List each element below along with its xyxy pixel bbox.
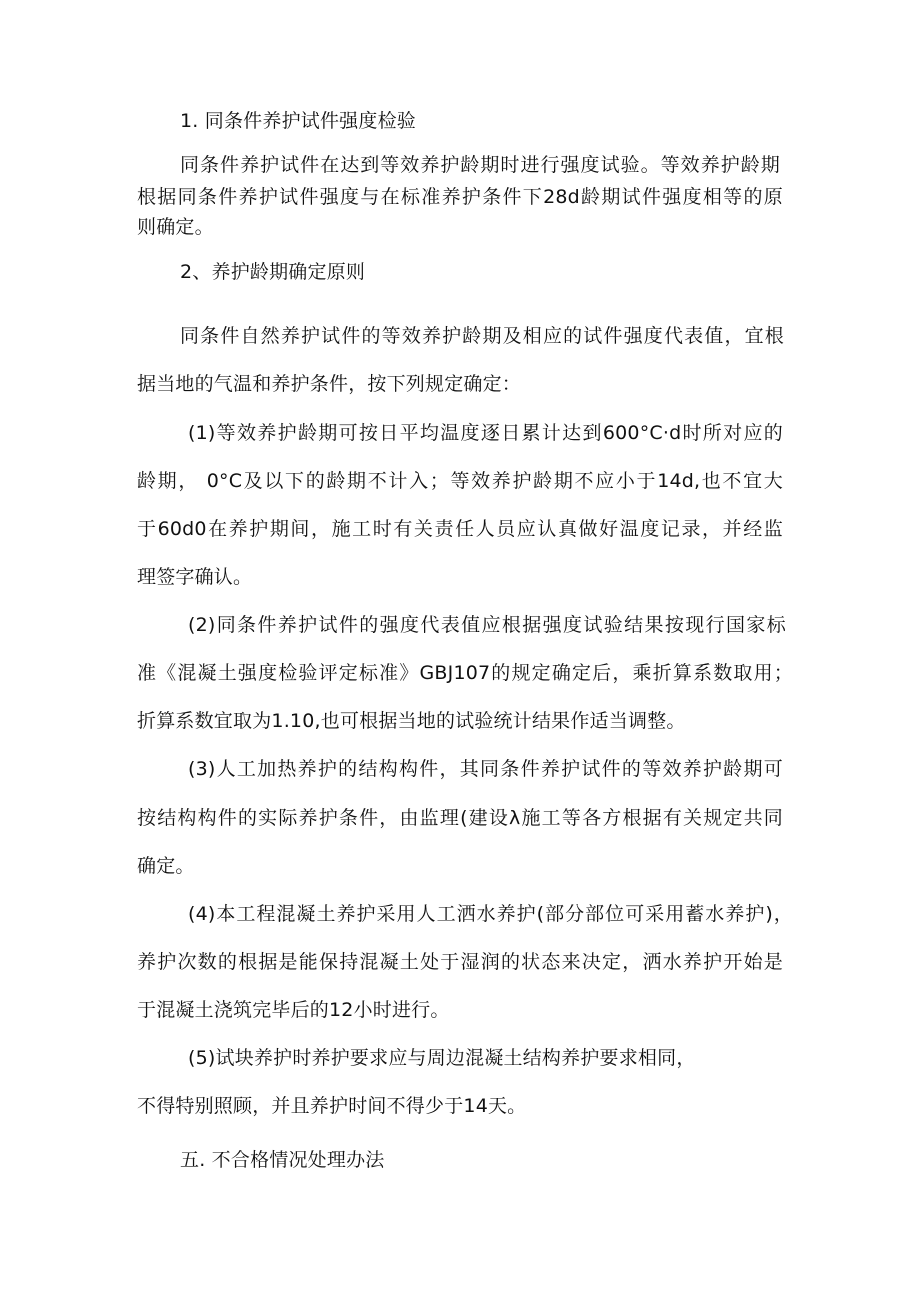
paragraph-line: (5)试块养护时养护要求应与周边混凝土结构养护要求相同，: [188, 1047, 696, 1069]
paragraph-line: (3)人工加热养护的结构构件，其同条件养护试件的等效养护龄期可: [188, 758, 783, 780]
paragraph-line: 同条件养护试件在达到等效养护龄期时进行强度试验。等效养护龄期: [180, 154, 780, 176]
paragraph-line: 龄期， 0°C及以下的龄期不计入；等效养护龄期不应小于14d,也不宜大: [137, 470, 783, 492]
paragraph-line: (1)等效养护龄期可按日平均温度逐日累计达到600°C·d时所对应的: [188, 422, 783, 444]
paragraph-line: 根据同条件养护试件强度与在标准养护条件下28d龄期试件强度相等的原: [137, 186, 783, 208]
section-heading-2: 2、养护龄期确定原则: [180, 261, 366, 283]
paragraph-line: 则确定。: [137, 216, 214, 238]
paragraph-line: 于60d0在养护期间，施工时有关责任人员应认真做好温度记录，并经监: [137, 518, 783, 540]
paragraph-line: 养护次数的根据是能保持混凝土处于湿润的状态来决定，洒水养护开始是: [137, 951, 783, 973]
paragraph-line: 据当地的气温和养护条件，按下列规定确定：: [137, 373, 522, 395]
paragraph-line: 折算系数宜取为1.10,也可根据当地的试验统计结果作适当调整。: [137, 710, 686, 732]
paragraph-line: (4)本工程混凝土养护采用人工洒水养护(部分部位可采用蓄水养护)，: [188, 903, 793, 925]
section-heading-1: 1. 同条件养护试件强度检验: [180, 110, 416, 132]
paragraph-line: 按结构构件的实际养护条件，由监理(建设λ施工等各方根据有关规定共同: [137, 807, 783, 829]
paragraph-line: 准《混凝土强度检验评定标准》GBJ107的规定确定后，乘折算系数取用；: [137, 662, 793, 684]
section-heading-5: 五. 不合格情况处理办法: [180, 1149, 385, 1171]
paragraph-line: 于混凝土浇筑完毕后的12小时进行。: [137, 999, 450, 1021]
paragraph-line: 不得特别照顾，并且养护时间不得少于14天。: [137, 1095, 527, 1117]
paragraph-line: 理签字确认。: [137, 566, 253, 588]
paragraph-line: (2)同条件养护试件的强度代表值应根据强度试验结果按现行国家标: [188, 614, 786, 636]
paragraph-line: 确定。: [137, 855, 195, 877]
paragraph-line: 同条件自然养护试件的等效养护龄期及相应的试件强度代表值，宜根: [180, 325, 784, 347]
